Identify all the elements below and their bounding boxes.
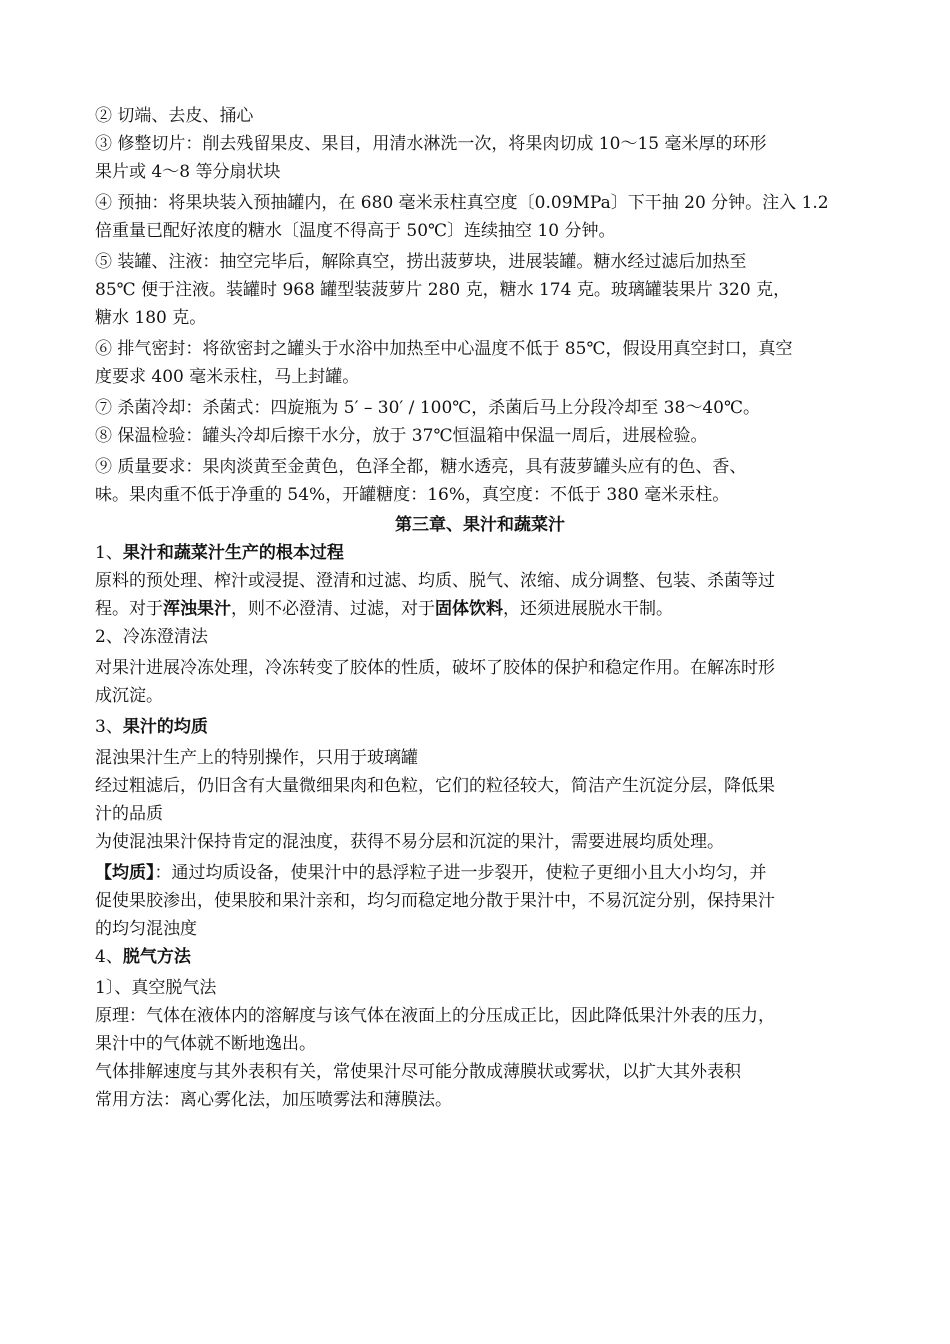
step-5-line-3: 糖水 180 克。 bbox=[95, 308, 207, 328]
step-9-line-2: 味。果肉重不低于净重的 54%，开罐糖度：16%，真空度：不低于 380 毫米汞柱。 bbox=[95, 485, 730, 505]
step-4-line-2: 倍重量已配好浓度的糖水〔温度不得高于 50℃〕连续抽空 10 分钟。 bbox=[95, 221, 616, 241]
rate-line: 气体排解速度与其外表积有关，常使果汁尽可能分散成薄膜状或雾状，以扩大其外表积 bbox=[95, 1062, 741, 1082]
step-6-line-1: ⑥ 排气密封：将欲密封之罐头于水浴中加热至中心温度不低于 85℃，假设用真空封口，真空 bbox=[95, 339, 793, 359]
step-9-line-1: ⑨ 质量要求：果肉淡黄至金黄色，色泽全都，糖水透亮，具有菠萝罐头应有的色、香、 bbox=[95, 457, 747, 477]
principle-line-1: 原理：气体在液体内的溶解度与该气体在液面上的分压成正比，因此降低果汁外表的压力， bbox=[95, 1006, 775, 1026]
definition-line-3: 的均匀混浊度 bbox=[95, 919, 197, 939]
text-run: ，则不必澄清、过滤，对于 bbox=[231, 599, 435, 619]
step-5-line-2: 85℃ 便于注液。装罐时 968 罐型装菠萝片 280 克，糖水 174 克。玻璃罐装果片 320 克， bbox=[95, 280, 791, 300]
section-4-title: 脱气方法 bbox=[122, 947, 191, 967]
definition-line-1 bbox=[95, 859, 865, 887]
definition-line-2: 促使果胶渗出，使果胶和果汁亲和，均匀而稳定地分散于果汁中，不易沉淀分别，保持果汁 bbox=[95, 891, 775, 911]
section-3-para-1: 混浊果汁生产上的特别操作，只用于玻璃罐 bbox=[95, 748, 418, 768]
section-3-para-3: 为使混浊果汁保持肯定的混浊度，获得不易分层和沉淀的果汁，需要进展均质处理。 bbox=[95, 832, 724, 852]
chapter-title: 第三章、果汁和蔬菜汁 bbox=[395, 515, 565, 535]
step-2: ② 切端、去皮、捅心 bbox=[95, 106, 254, 126]
section-3-para-2-line-1: 经过粗滤后，仍旧含有大量微细果肉和色粒，它们的粒径较大，简洁产生沉淀分层，降低果 bbox=[95, 776, 775, 796]
section-3-number: 3、 bbox=[95, 717, 123, 737]
step-3-line-1: ③ 修整切片：削去残留果皮、果目，用清水淋洗一次，将果肉切成 10～15 毫米厚的环形 bbox=[95, 134, 767, 154]
section-4-subheading: 1〕、真空脱气法 bbox=[95, 978, 217, 998]
step-8: ⑧ 保温检验：罐头冷却后擦干水分，放于 37℃恒温箱中保温一周后，进展检验。 bbox=[95, 426, 708, 446]
term-turbid-juice: 浑浊果汁 bbox=[163, 599, 231, 619]
step-7: ⑦ 杀菌冷却：杀菌式：四旋瓶为 5′ – 30′ / 100℃，杀菌后马上分段冷却至 38～40℃。 bbox=[95, 398, 760, 418]
document-page bbox=[95, 102, 865, 1114]
text-run: 程。对于 bbox=[95, 599, 163, 619]
section-4-number: 4、 bbox=[95, 947, 123, 967]
definition-term: 【均质】 bbox=[95, 863, 155, 883]
section-2-para-line-1: 对果汁进展冷冻处理，冷冻转变了胶体的性质，破坏了胶体的保护和稳定作用。在解冻时形 bbox=[95, 658, 775, 678]
principle-line-2: 果汁中的气体就不断地逸出。 bbox=[95, 1034, 316, 1054]
term-solid-drink: 固体饮料 bbox=[435, 599, 503, 619]
step-6-line-2: 度要求 400 毫米汞柱，马上封罐。 bbox=[95, 367, 360, 387]
section-1-heading bbox=[95, 539, 865, 567]
step-3-line-2: 果片或 4～8 等分扇状块 bbox=[95, 162, 281, 182]
text-run: ，还须进展脱水干制。 bbox=[503, 599, 673, 619]
section-4-heading bbox=[95, 943, 865, 971]
section-2-heading: 2、冷冻澄清法 bbox=[95, 627, 208, 647]
section-1-title: 果汁和蔬菜汁生产的根本过程 bbox=[122, 543, 344, 563]
section-3-title: 果汁的均质 bbox=[122, 717, 208, 737]
section-3-para-2-line-2: 汁的品质 bbox=[95, 804, 163, 824]
methods-line: 常用方法：离心雾化法，加压喷雾法和薄膜法。 bbox=[95, 1090, 452, 1110]
section-3-heading bbox=[95, 713, 865, 741]
step-5-line-1: ⑤ 装罐、注液：抽空完毕后，解除真空，捞出菠萝块，进展装罐。糖水经过滤后加热至 bbox=[95, 252, 747, 272]
text-run: ：通过均质设备，使果汁中的悬浮粒子进一步裂开，使粒子更细小且大小均匀，并 bbox=[154, 863, 767, 883]
section-1-number: 1、 bbox=[95, 543, 123, 563]
step-4-line-1: ④ 预抽：将果块装入预抽罐内，在 680 毫米汞柱真空度〔0.09MPa〕下干抽 20 分钟。注入 1.2 bbox=[95, 193, 829, 213]
section-2-para-line-2: 成沉淀。 bbox=[95, 686, 163, 706]
section-1-para-line-2 bbox=[95, 595, 865, 623]
section-1-para-line-1: 原料的预处理、榨汁或浸提、澄清和过滤、均质、脱气、浓缩、成分调整、包装、杀菌等过 bbox=[95, 571, 775, 591]
